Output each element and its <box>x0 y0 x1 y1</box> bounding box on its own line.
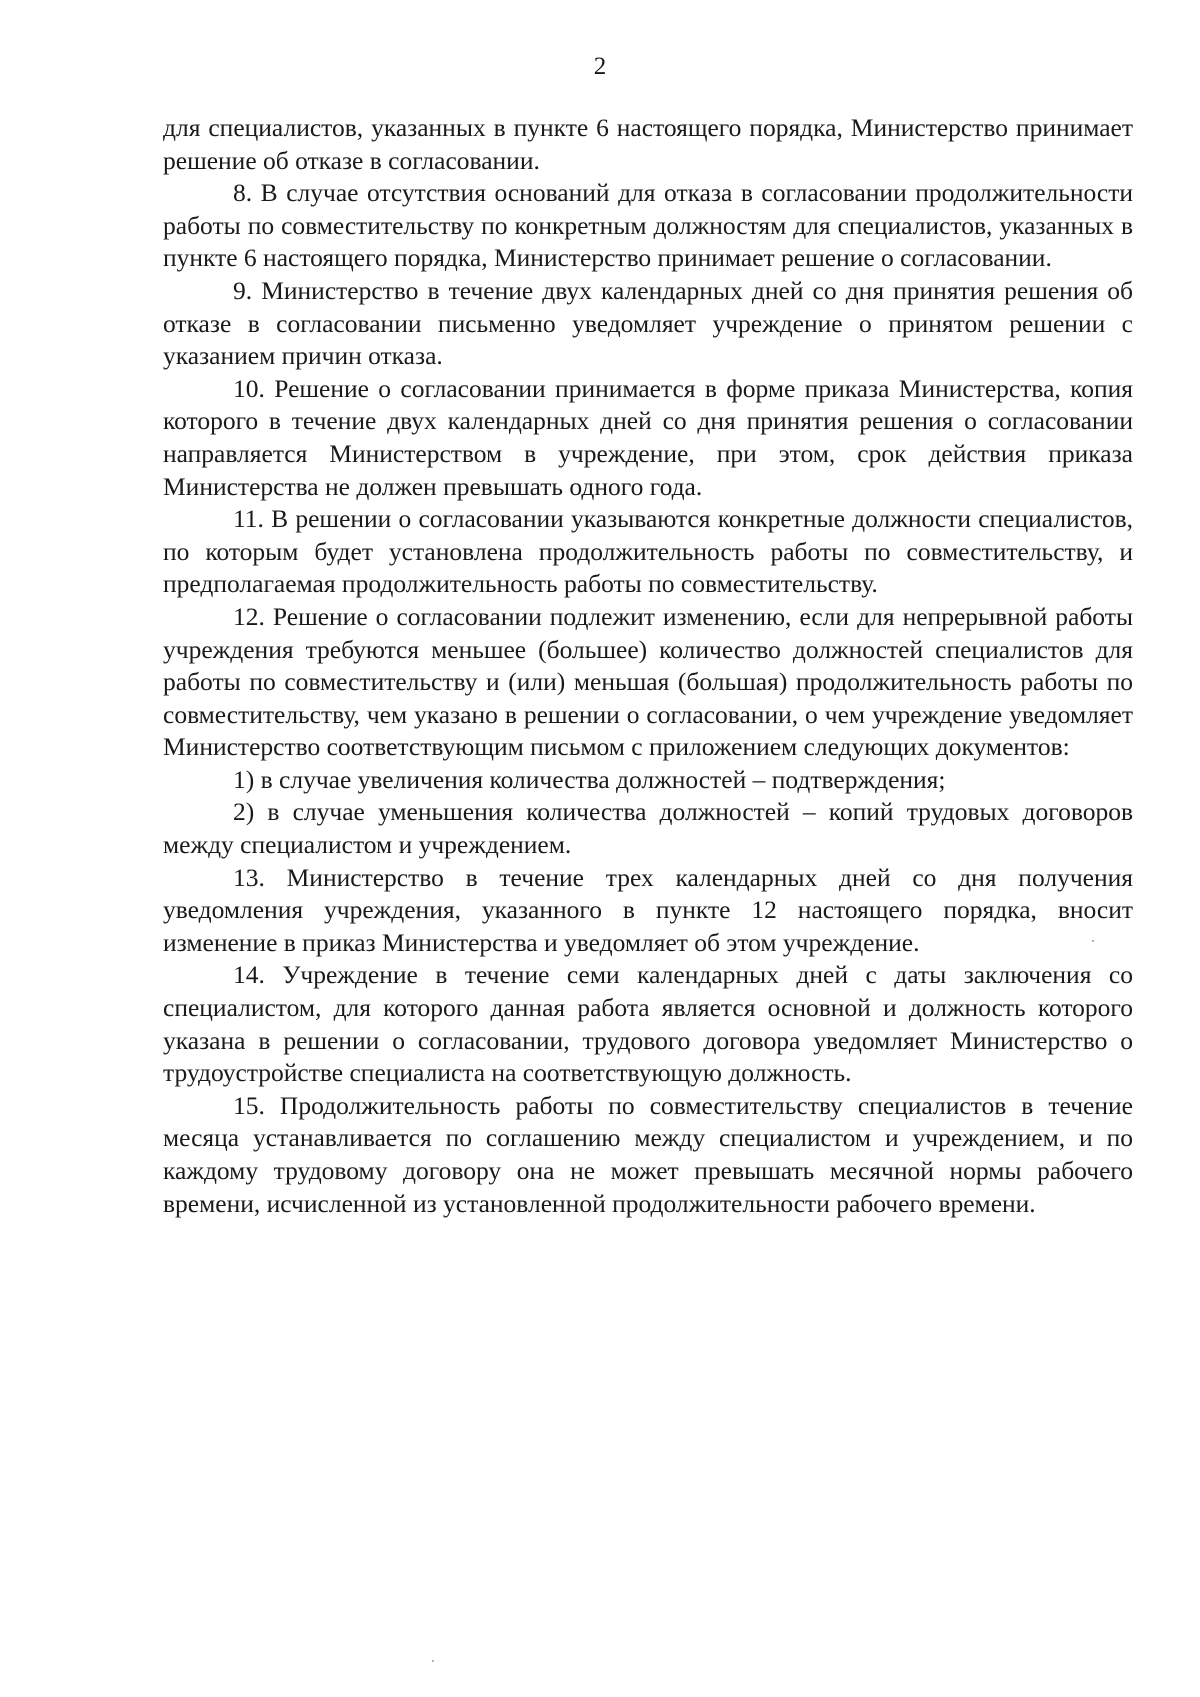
document-body <box>163 112 1133 1220</box>
paragraph-12: 12. Решение о согласовании подлежит изменению, если для непрерывной работы учреждения требуются меньшее (большее) количество должностей специалистов для работы по совместительству и (или) меньшая (большая) продолжительность работы по совместительству, чем указано в решении о согласовании, о чем учреждение уведомляет Министерство соответствующим письмом с приложением следующих документов: <box>163 601 1133 762</box>
scan-speck <box>1092 940 1094 942</box>
paragraph-12-item-2: 2) в случае уменьшения количества должностей – копий трудовых договоров между специалистом и учреждением. <box>163 797 1133 860</box>
paragraph-13: 13. Министерство в течение трех календарных дней со дня получения уведомления учреждения, указанного в пункте 12 настоящего порядка, вносит изменение в приказ Министерства и уведомляет об этом учреждение. <box>163 862 1133 957</box>
paragraph-10: 10. Решение о согласовании принимается в форме приказа Министерства, копия которого в течение двух календарных дней со дня принятия решения о согласовании направляется Министерством в учреждение, при этом, срок действия приказа Министерства не должен превышать одного года. <box>163 373 1133 501</box>
paragraph-continuation: для специалистов, указанных в пункте 6 настоящего порядка, Министерство принимает решение об отказе в согласовании. <box>163 113 1133 175</box>
page-number: 2 <box>593 53 607 80</box>
paragraph-14: 14. Учреждение в течение семи календарных дней с даты заключения со специалистом, для которого данная работа является основной и должность которого указана в решении о согласовании, трудового договора уведомляет Министерство о трудоустройстве специалиста на соответствующую должность. <box>163 960 1133 1088</box>
paragraph-15: 15. Продолжительность работы по совместительству специалистов в течение месяца устанавливается по соглашению между специалистом и учреждением, и по каждому трудовому договору она не может превышать месячной нормы рабочего времени, исчисленной из установленной продолжительности рабочего времени. <box>163 1090 1133 1218</box>
scan-speck <box>432 1660 434 1662</box>
paragraph-12-item-1: 1) в случае увеличения количества должностей – подтверждения; <box>233 764 946 794</box>
paragraph-11: 11. В решении о согласовании указываются конкретные должности специалистов, по которым будет установлена продолжительность работы по совместительству, и предполагаемая продолжительность работы по совместительству. <box>163 504 1133 599</box>
paragraph-8: 8. В случае отсутствия оснований для отказа в согласовании продолжительности работы по совместительству по конкретным должностям для специалистов, указанных в пункте 6 настоящего порядка, Министерство принимает решение о согласовании. <box>163 178 1133 273</box>
paragraph-9: 9. Министерство в течение двух календарных дней со дня принятия решения об отказе в согласовании письменно уведомляет учреждение о принятом решении с указанием причин отказа. <box>163 275 1133 371</box>
